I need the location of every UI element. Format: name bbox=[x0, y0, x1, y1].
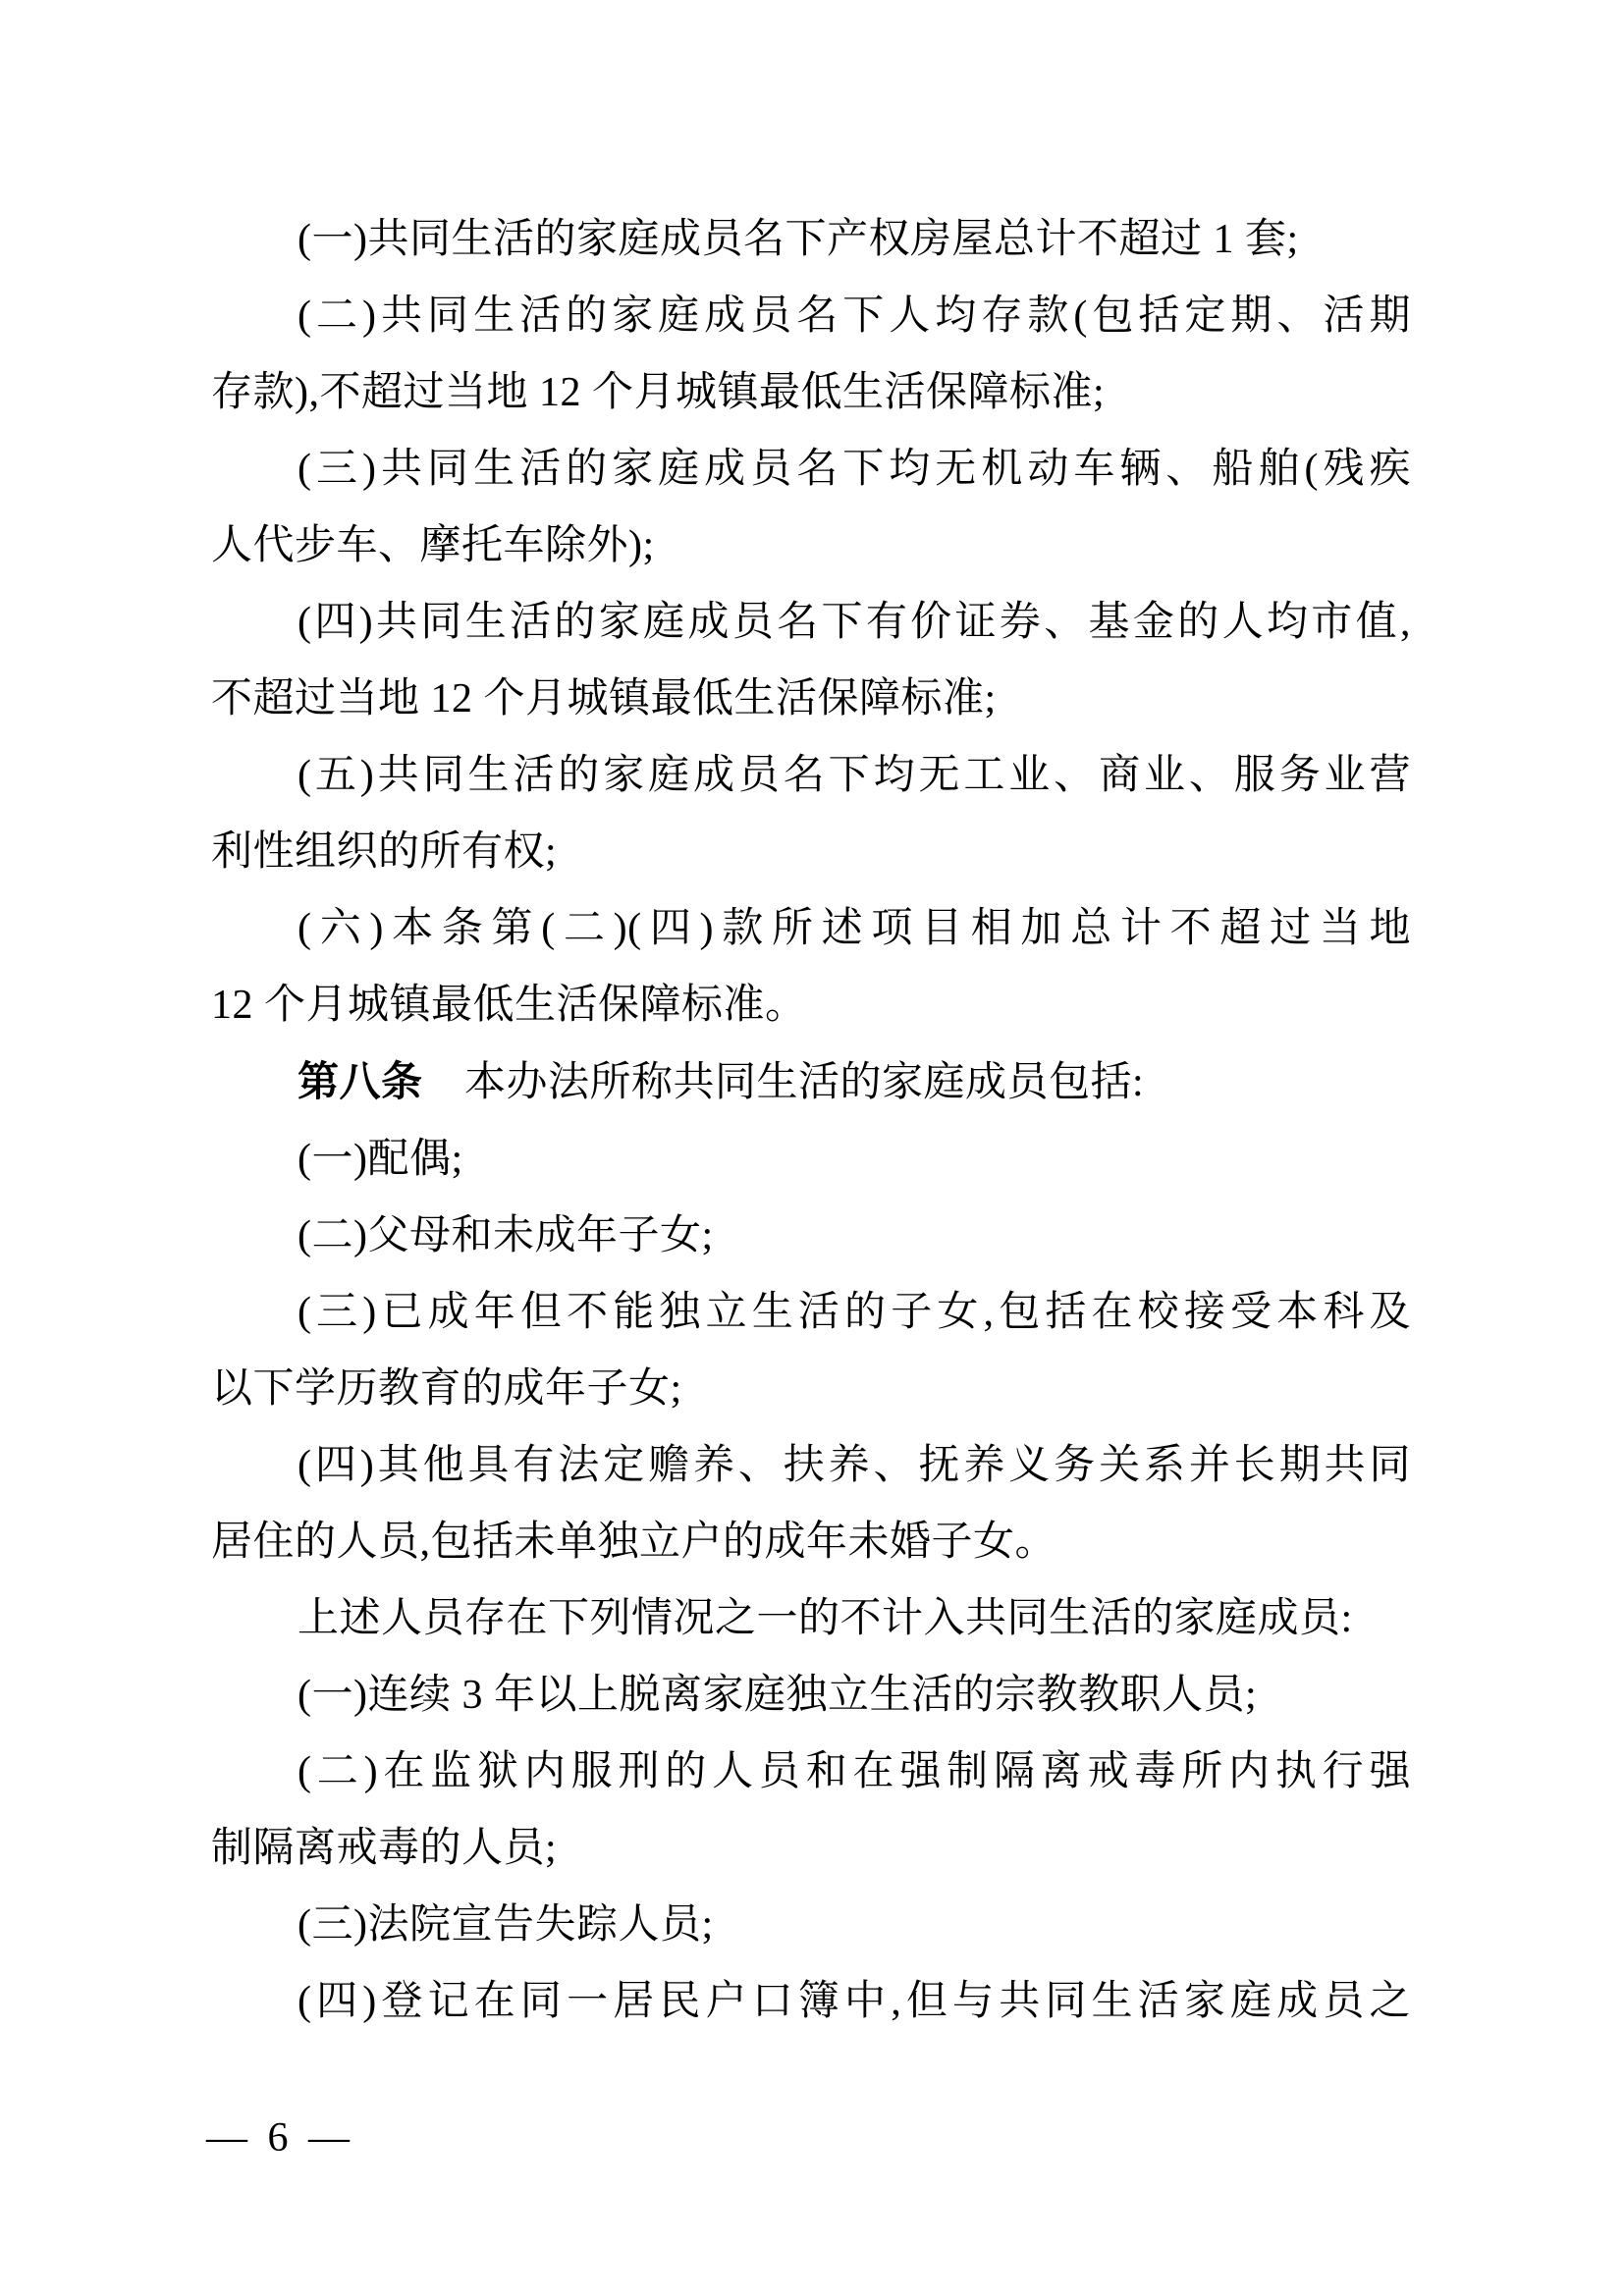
text-line: 以下学历教育的成年子女; bbox=[211, 1366, 682, 1412]
text-line: (一)配偶; bbox=[298, 1137, 463, 1182]
article-number: 第八条 bbox=[298, 1058, 423, 1104]
text-line: 12 个月城镇最低生活保障标准。 bbox=[211, 983, 807, 1028]
text-line: (三)已成年但不能独立生活的子女,包括在校接受本科及 bbox=[298, 1290, 1411, 1335]
page-number: — 6 — bbox=[206, 2115, 354, 2161]
document-body bbox=[211, 201, 1411, 2040]
page-footer bbox=[206, 2115, 354, 2161]
text-line: (一)共同生活的家庭成员名下产权房屋总计不超过 1 套; bbox=[298, 217, 1299, 262]
text-line: 不超过当地 12 个月城镇最低生活保障标准; bbox=[211, 676, 997, 721]
text-line: 上述人员存在下列情况之一的不计入共同生活的家庭成员: bbox=[298, 1596, 1353, 1641]
text-line: 制隔离戒毒的人员; bbox=[211, 1826, 558, 1871]
text-line: (三)共同生活的家庭成员名下均无机动车辆、船舶(残疾 bbox=[298, 447, 1411, 492]
text-line: 第八条 本办法所称共同生活的家庭成员包括: bbox=[298, 1058, 1145, 1105]
text-line: (二)父母和未成年子女; bbox=[298, 1213, 714, 1258]
text-line: 存款),不超过当地 12 个月城镇最低生活保障标准; bbox=[211, 370, 1106, 415]
text-line: (三)法院宣告失踪人员; bbox=[298, 1902, 714, 1948]
text-line: (五)共同生活的家庭成员名下均无工业、商业、服务业营 bbox=[298, 753, 1411, 798]
text-line: (二)在监狱内服刑的人员和在强制隔离戒毒所内执行强 bbox=[298, 1749, 1411, 1794]
text-line: 利性组织的所有权; bbox=[211, 829, 558, 875]
text-line: (六)本条第(二)(四)款所述项目相加总计不超过当地 bbox=[298, 906, 1411, 951]
text-line: (二)共同生活的家庭成员名下人均存款(包括定期、活期 bbox=[298, 294, 1411, 339]
text-line: 人代步车、摩托车除外); bbox=[211, 523, 655, 568]
text-line: (四)其他具有法定赡养、扶养、抚养义务关系并长期共同 bbox=[298, 1443, 1411, 1488]
text-line: 居住的人员,包括未单独立户的成年未婚子女。 bbox=[211, 1520, 1057, 1565]
text-line: (四)共同生活的家庭成员名下有价证券、基金的人均市值, bbox=[298, 600, 1411, 645]
text-line: (一)连续 3 年以上脱离家庭独立生活的宗教教职人员; bbox=[298, 1673, 1258, 1718]
text-line: (四)登记在同一居民户口簿中,但与共同生活家庭成员之 bbox=[298, 1979, 1411, 2024]
